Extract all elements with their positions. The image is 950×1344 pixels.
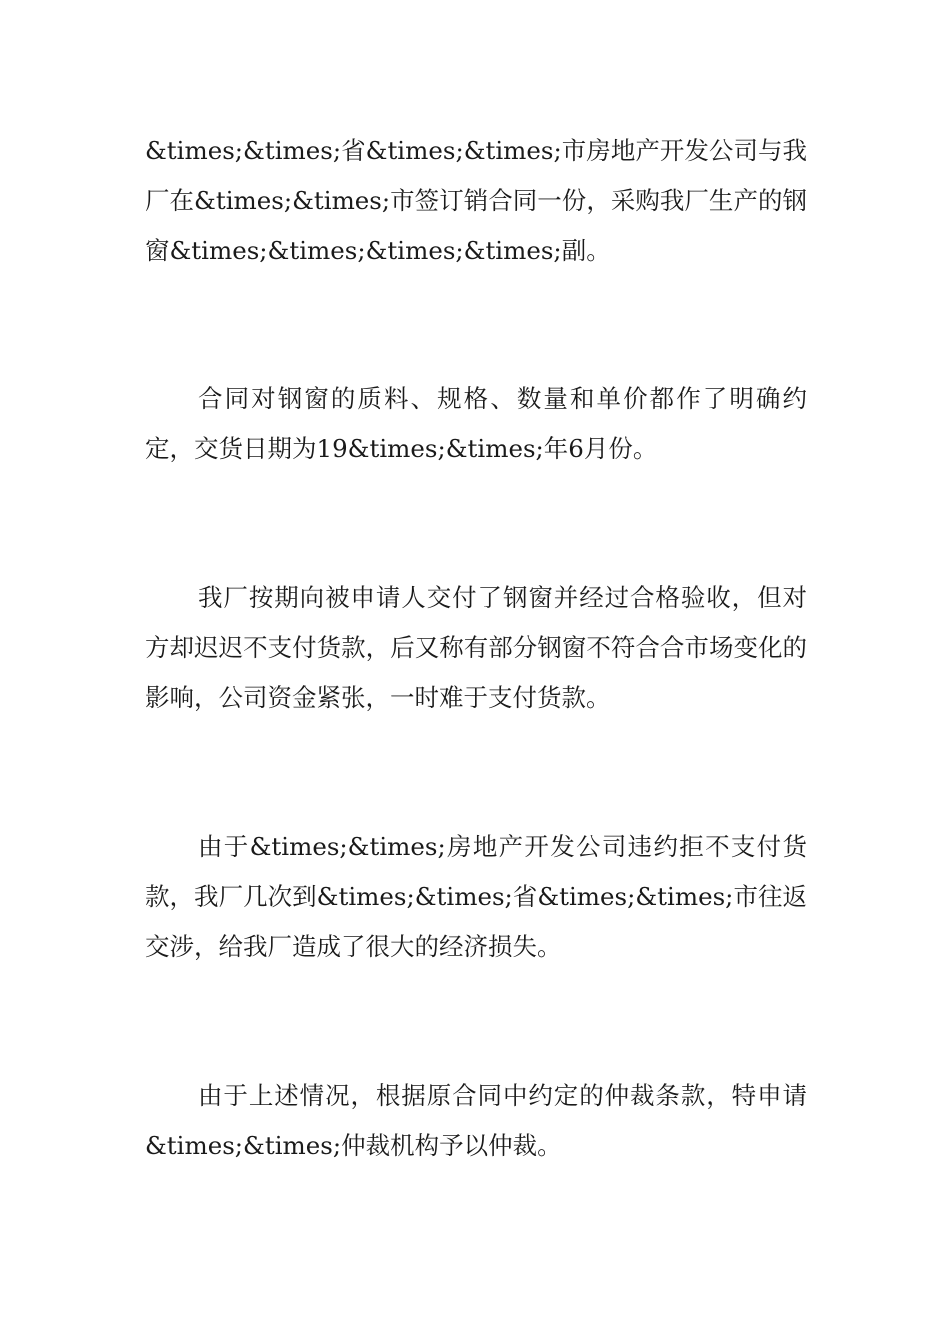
paragraph-3: 我厂按期向被申请人交付了钢窗并经过合格验收，但对方却迟迟不支付货款，后又称有部分钢窗不符合合市场变化的影响，公司资金紧张，一时难于支付货款。 xyxy=(145,583,807,712)
paragraph-5: 由于上述情况，根据原合同中约定的仲裁条款，特申请&times;&times;仲裁机构予以仲裁。 xyxy=(145,1081,807,1160)
paragraph-2: 合同对钢窗的质料、规格、数量和单价都作了明确约定，交货日期为19&times;&times;年6月份。 xyxy=(145,384,807,463)
paragraph-4: 由于&times;&times;房地产开发公司违约拒不支付货款，我厂几次到&times;&times;省&times;&times;市往返交涉，给我厂造成了很大的经济损失。 xyxy=(145,832,807,961)
paragraph-1: &times;&times;省&times;&times;市房地产开发公司与我厂在&times;&times;市签订销合同一份，采购我厂生产的钢窗&times;&times;&times;&times;副。 xyxy=(145,136,807,265)
